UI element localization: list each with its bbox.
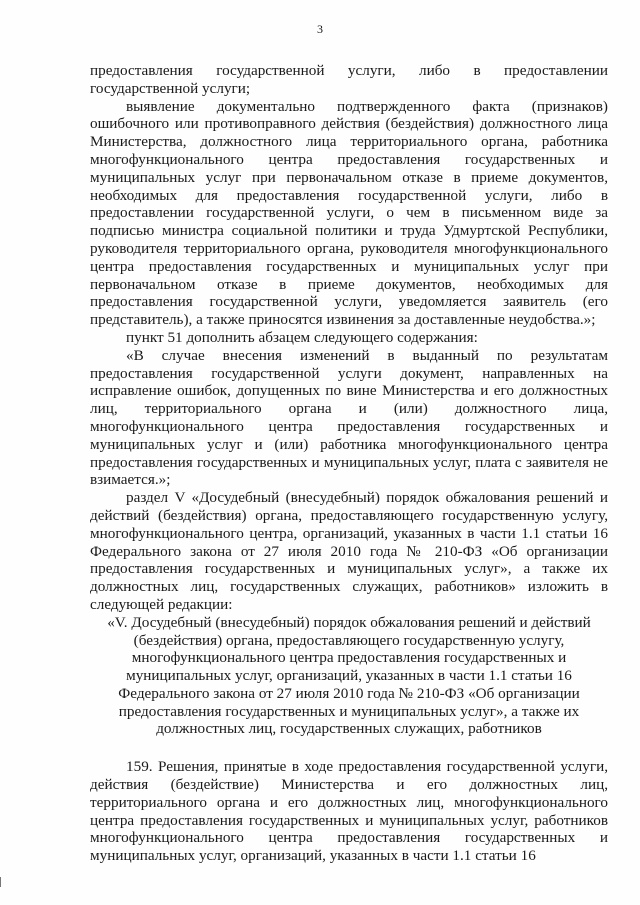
paragraph-section-v-intro: раздел V «Досудебный (внесудебный) порядок обжалования решений и действий (бездействия) органа, предоставляющего государственную услугу, многофункционального центра, организаций, указанных в части 1.1 статьи 16 Федерального закона от 27 июля 2010 года № 210-ФЗ «Об организации предоставления государственных и муниципальных услуг», а также их должностных лиц, государственных служащих, работников» изложить в следующей редакции: <box>90 489 608 613</box>
page-number: 3 <box>317 22 323 36</box>
paragraph-continuation: предоставления государственной услуги, либо в предоставлении государственной услуги; <box>90 62 608 97</box>
paragraph-point-51: пункт 51 дополнить абзацем следующего содержания: <box>126 328 478 346</box>
document-body <box>90 62 608 865</box>
paragraph-error-detection: выявление документально подтвержденного факта (признаков) ошибочного или противоправного действия (бездействия) должностного лица Министерства, должностного лица территориального органа, работника многофункционального центра предоставления государственных и муниципальных услуг при первоначальном отказе в приеме документов, необходимых для предоставления государственной услуги, либо в предоставлении государственной услуги, о чем в письменном виде за подписью министра социальной политики и труда Удмуртской Республики, руководителя территориального органа, руководителя многофункционального центра предоставления государственных и муниципальных услуг при первоначальном отказе в приеме документов, необходимых для предоставления государственной услуги, уведомляется заявитель (его представитель), а также приносятся извинения за доставленные неудобства.»; <box>90 97 608 329</box>
paragraph-fee-quote: «В случае внесения изменений в выданный по результатам предоставления государственной услуги документ, направленных на исправление ошибок, допущенных по вине Министерства и его должностных лиц, территориального органа и (или) должностного лица, многофункционального центра предоставления государственных и муниципальных услуг и (или) работника многофункционального центра предоставления государственных и муниципальных услуг, плата с заявителя не взимается.»; <box>90 346 608 489</box>
scan-edge-mark <box>0 877 7 887</box>
paragraph-159: 159. Решения, принятые в ходе предоставления государственной услуги, действия (бездействие) Министерства и его должностных лиц, территориального органа и его должностных лиц, многофункционального центра предоставления государственных и муниципальных услуг, работников многофункционального центра предоставления государственных и муниципальных услуг, организаций, указанных в части 1.1 статьи 16 <box>90 758 608 865</box>
section-v-title: «V. Досудебный (внесудебный) порядок обжалования решений и действий (бездействия) органа, предоставляющего государственную услугу, многофункционального центра предоставления государственных и муниципальных услуг, организаций, указанных в части 1.1 статьи 16 Федерального закона от 27 июля 2010 года № 210-ФЗ «Об организации предоставления государственных и муниципальных услуг», а также их должностных лиц, государственных служащих, работников <box>107 613 591 738</box>
